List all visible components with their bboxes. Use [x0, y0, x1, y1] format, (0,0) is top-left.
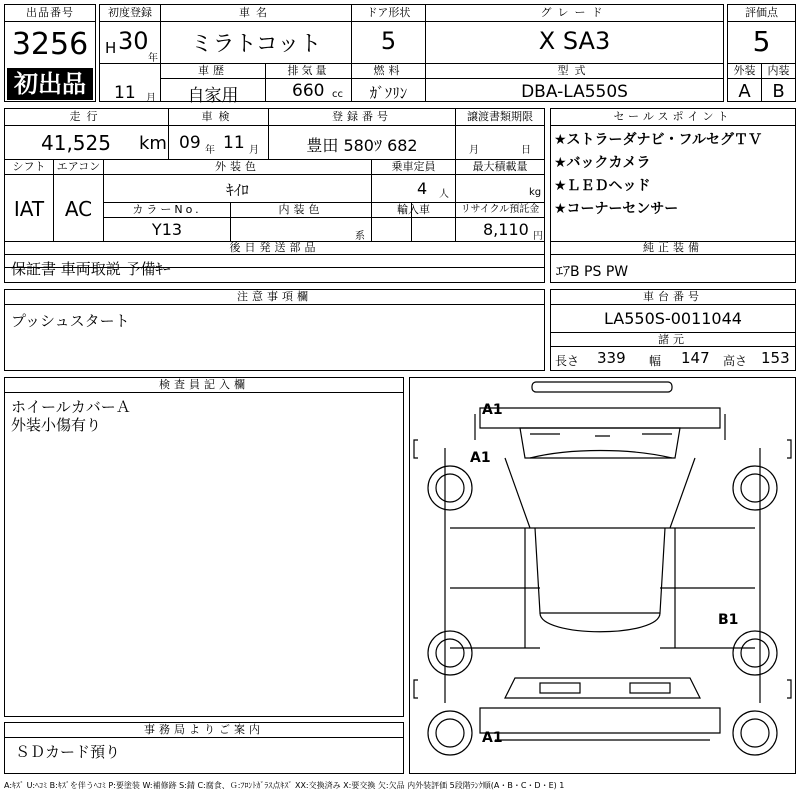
equip-label: 純正装備	[643, 242, 703, 254]
color-code: Y13	[151, 220, 183, 239]
chassis-box	[550, 289, 796, 371]
history-value: 自家用	[187, 86, 239, 106]
shift-value: IAT	[13, 197, 45, 221]
door-value: 5	[380, 27, 397, 55]
lot-box	[4, 4, 96, 102]
plate-label: 登録番号	[332, 110, 392, 123]
damage-mark-rear-bumper: A1	[482, 730, 503, 746]
int-color-label: 内装色	[278, 203, 324, 216]
hei-value: 153	[761, 349, 790, 367]
damage-mark-front-bumper: A1	[482, 402, 503, 418]
later-label: 後日発送部品	[229, 242, 320, 254]
mileage-unit: km	[139, 133, 167, 154]
sales-box	[550, 108, 796, 283]
mileage-value: 41,525	[41, 131, 111, 155]
transfer-month-unit: 月	[469, 145, 479, 156]
int-score: B	[772, 81, 785, 102]
inspector-line-2: 外装小傷有り	[11, 416, 102, 434]
equip-value: ｴｱB PS PW	[556, 264, 629, 280]
seats-value: 4	[417, 179, 428, 198]
recycle-label: リサイクル預託金	[460, 204, 540, 215]
sales-item-3: ★ＬＥＤヘッド	[554, 178, 651, 194]
vehicle-info-box	[99, 4, 724, 106]
car-name: ミラトコット	[190, 32, 322, 57]
transfer-day-unit: 日	[521, 145, 531, 156]
sales-item-1: ★ストラーダナビ・フルセグＴＶ	[554, 132, 762, 148]
inspector-label: 検査員記入欄	[159, 378, 249, 391]
car-diagram	[409, 377, 796, 774]
color-label: 外装色	[215, 160, 260, 173]
ac-label: エアコン	[56, 160, 101, 173]
notes-box	[4, 289, 545, 371]
chassis-label: 車台番号	[643, 290, 703, 303]
int-color-suffix: 系	[355, 231, 365, 242]
reg-label: 初度登録	[108, 6, 152, 19]
color-value: ｷｲﾛ	[226, 181, 249, 199]
inspection-year-unit: 年	[205, 145, 215, 156]
lot-label: 出品番号	[5, 5, 95, 22]
score-label: 評価点	[745, 6, 778, 19]
shift-label: シフト	[12, 160, 46, 173]
sales-label: セールスポイント	[613, 110, 733, 123]
inspector-box	[4, 377, 404, 717]
ext-score: A	[738, 81, 751, 102]
recycle-unit: 円	[533, 231, 543, 242]
model-label: 型式	[557, 64, 592, 77]
fuel-label: 燃料	[373, 64, 404, 77]
disp-label: 排気量	[287, 64, 330, 77]
notes-value: プッシュスタート	[11, 312, 130, 330]
wid-label: 幅	[649, 354, 662, 368]
later-value-row	[4, 253, 545, 283]
later-parts-value: 保証書 車両取説 予備ｷｰ	[11, 260, 171, 278]
load-label: 最大積載量	[472, 160, 528, 173]
inspection-year: 09	[179, 133, 201, 153]
car-name-label: 車名	[239, 6, 273, 19]
ac-value: AC	[64, 197, 93, 221]
car-damage-diagram	[410, 378, 795, 773]
load-unit: kg	[529, 187, 542, 198]
chassis-value: LA550S-0011044	[604, 309, 742, 328]
len-label: 長さ	[555, 354, 580, 368]
seats-unit: 人	[439, 189, 449, 200]
door-label: ドア形状	[366, 6, 411, 19]
score-value: 5	[752, 25, 771, 58]
reg-month-unit: 月	[146, 93, 156, 104]
mileage-label: 走行	[69, 110, 104, 123]
disp-value: 660	[292, 81, 325, 101]
office-value: ＳＤカード預り	[15, 743, 121, 761]
transfer-label: 譲渡書類期限	[467, 110, 533, 123]
inspector-line-1: ホイールカバーＡ	[11, 398, 131, 416]
inspection-month: 11	[223, 133, 245, 153]
grade-label: グレード	[540, 6, 609, 19]
reg-year: 30	[118, 27, 149, 55]
import-label: 輸入車	[397, 203, 430, 216]
score-box	[727, 4, 796, 102]
recycle-value: 8,110	[483, 220, 529, 239]
ext-label: 外装	[733, 64, 756, 77]
hei-label: 高さ	[723, 354, 748, 368]
model-value: DBA-LA550S	[521, 82, 628, 102]
spec-label: 諸元	[658, 333, 688, 346]
sales-item-4: ★コーナーセンサー	[554, 201, 679, 217]
grade-value: X SA3	[538, 27, 611, 55]
wid-value: 147	[681, 349, 710, 367]
plate-value: 豊田 580ﾂ 682	[306, 136, 418, 155]
damage-mark-rear-right: B1	[718, 612, 739, 628]
history-label: 車歴	[198, 64, 228, 77]
office-label: 事務局よりご案内	[144, 723, 264, 736]
disp-unit: cc	[332, 89, 343, 100]
sales-item-2: ★バックカメラ	[554, 155, 651, 171]
seats-label: 乗車定員	[391, 160, 436, 173]
len-value: 339	[597, 349, 626, 367]
inspection-label: 車検	[201, 110, 236, 123]
detail-box	[4, 108, 545, 268]
int-label: 内装	[767, 64, 790, 77]
inspection-month-unit: 月	[249, 145, 259, 156]
color-code-label: カラーNo.	[132, 203, 202, 216]
office-box	[4, 722, 404, 774]
fuel-value: ｶﾞｿﾘﾝ	[369, 84, 408, 102]
first-listing-badge: 初出品	[7, 68, 93, 100]
reg-era: H	[105, 39, 117, 57]
reg-month: 11	[114, 83, 136, 103]
damage-mark-front-left: A1	[470, 450, 491, 466]
legend: A:ｷｽﾞ U:ﾍｺﾐ B:ｷｽﾞを伴うﾍｺﾐ P:要塗装 W:補修跡 S:錆 C:腐食、Ｇ:ﾌﾛﾝﾄｶﾞﾗｽ点ｷｽﾞ XX:交換済み X:要交換 欠:欠品 内外装評価 5段階ﾗﾝｸ順(A・B・C・D・E) 1	[4, 781, 565, 790]
notes-label: 注意事項欄	[237, 290, 312, 303]
lot-number: 3256	[11, 27, 89, 62]
reg-year-unit: 年	[148, 53, 158, 64]
